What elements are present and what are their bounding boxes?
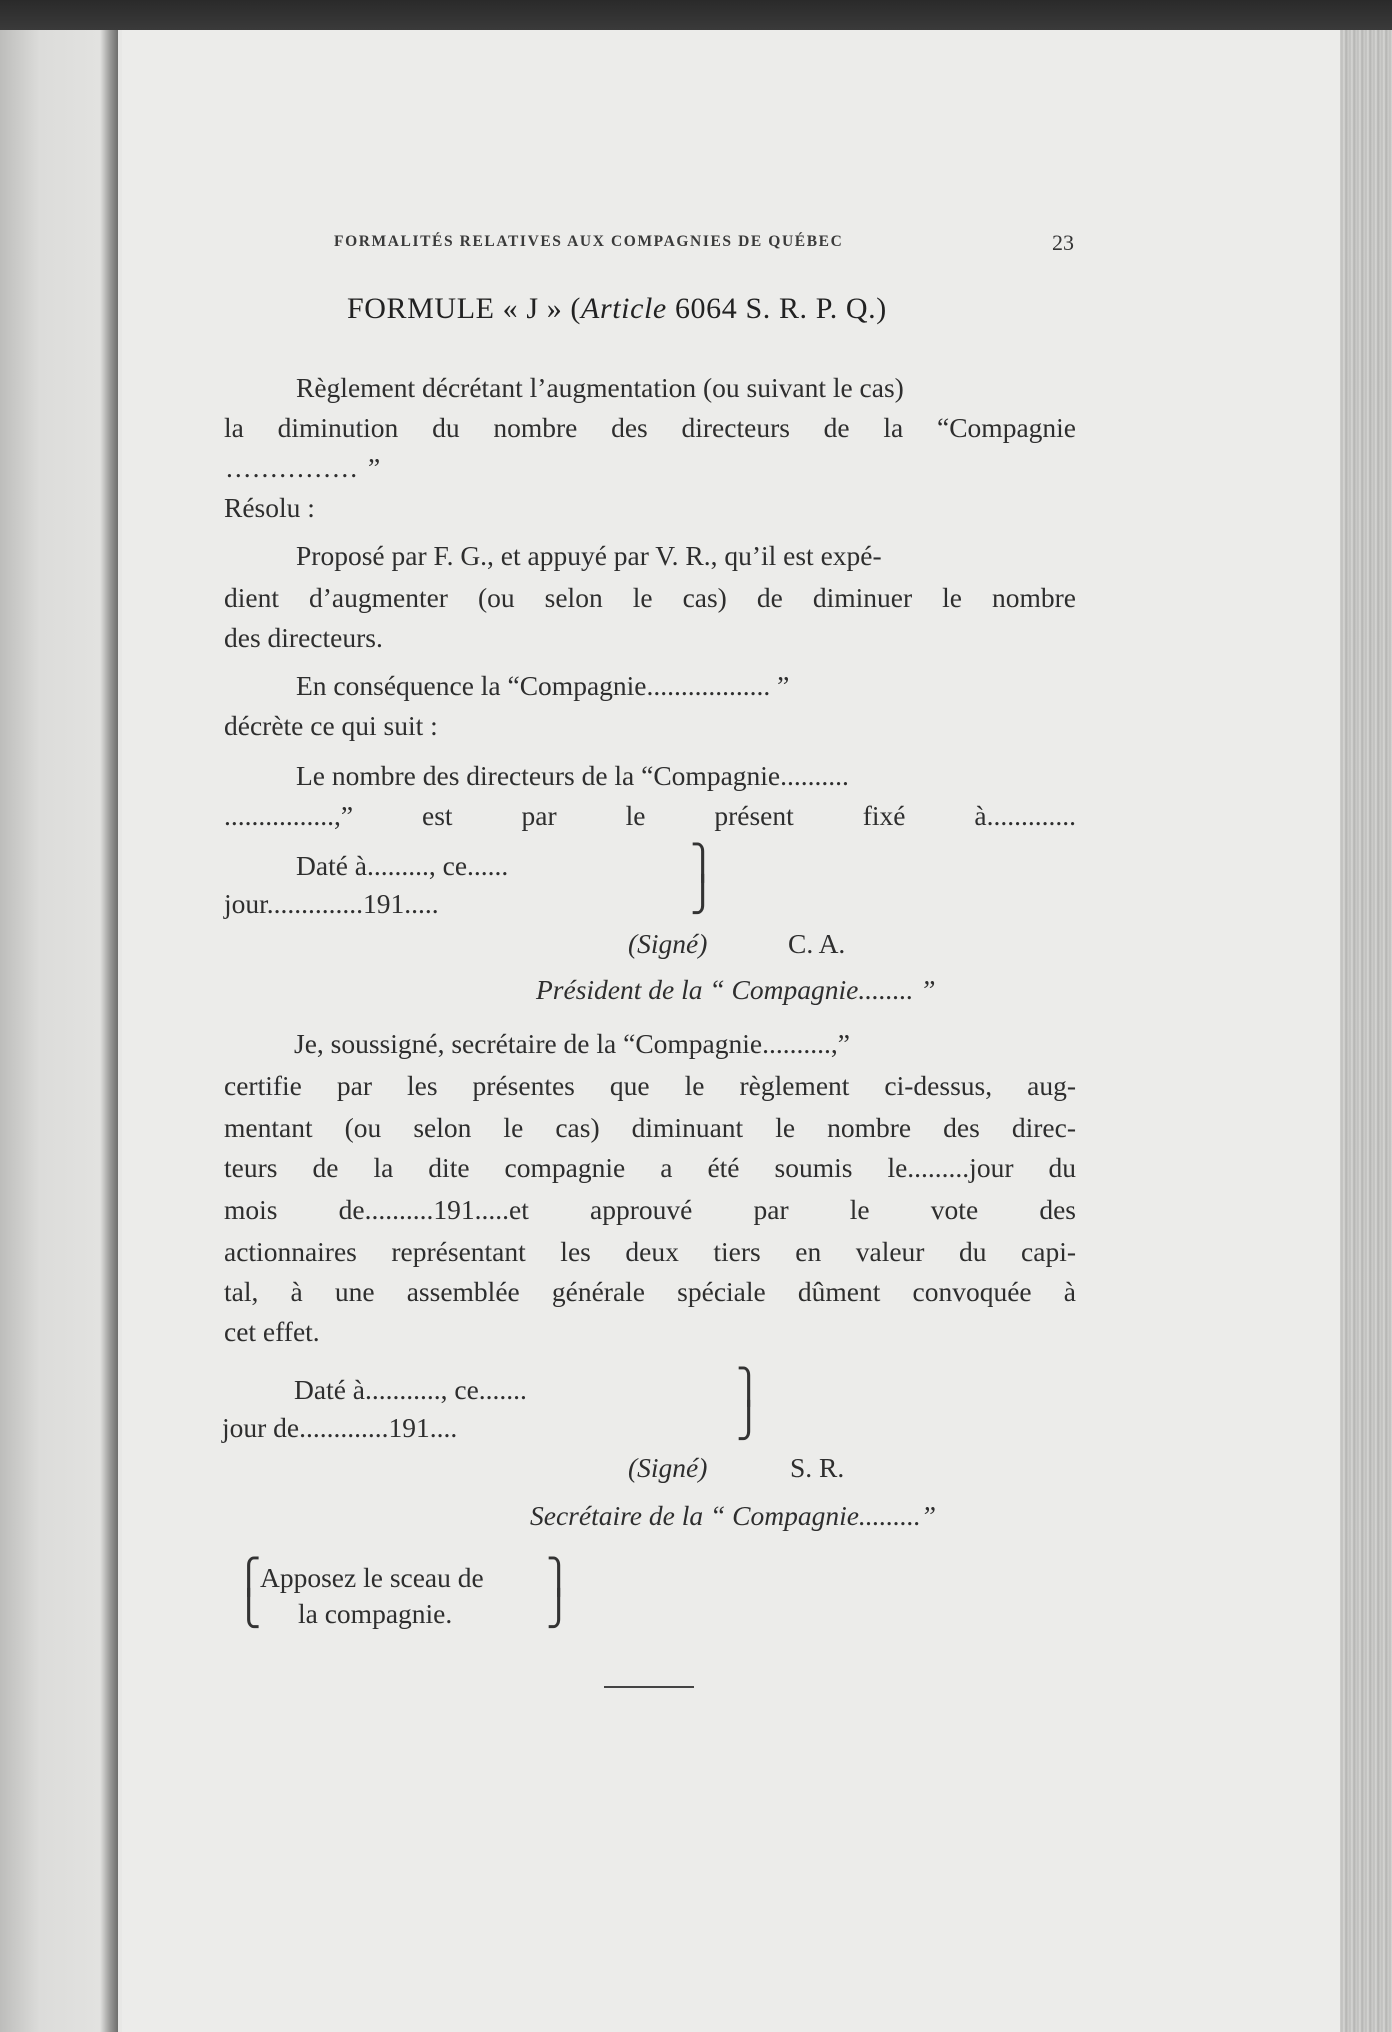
body-line: tal, à une assemblée générale spéciale dûment convoquée à <box>224 1276 1076 1307</box>
body-line: En conséquence la “Compagnie.................. ” <box>296 670 790 701</box>
seal-note-line: la compagnie. <box>298 1598 453 1629</box>
body-line: Daté à..........., ce....... <box>294 1374 527 1405</box>
signed-label: (Signé) <box>628 1452 708 1483</box>
body-line: Proposé par F. G., et appuyé par V. R., qu’il est expé- <box>296 540 882 571</box>
body-line: décrète ce qui suit : <box>224 710 438 741</box>
body-line: mentant (ou selon le cas) diminuant le nombre des direc- <box>224 1112 1076 1143</box>
brace-bottom: ⎭ <box>690 877 716 914</box>
seal-note-line: Apposez le sceau de <box>260 1562 484 1593</box>
end-rule <box>604 1686 694 1688</box>
body-line: certifie par les présentes que le règlement ci-dessus, aug- <box>224 1070 1076 1101</box>
body-line: mois de..........191.....et approuvé par le vote des <box>224 1194 1076 1225</box>
title-prefix: FORMULE « J » ( <box>347 292 582 325</box>
seal-brace-right-bottom: ⎭ <box>546 1591 572 1628</box>
body-line: Règlement décrétant l’augmentation (ou suivant le cas) <box>296 372 904 403</box>
body-line: des directeurs. <box>224 622 383 653</box>
running-head: FORMALITÉS RELATIVES AUX COMPAGNIES DE QUÉBEC <box>334 233 844 250</box>
signatory-title: Président de la “ Compagnie........ ” <box>536 974 936 1005</box>
body-line: jour..............191..... <box>224 888 439 919</box>
body-line: jour de.............191.... <box>222 1412 458 1443</box>
brace-top: ⎫ <box>736 1369 762 1406</box>
body-line: Je, soussigné, secrétaire de la “Compagnie..........,” <box>294 1028 850 1059</box>
seal-brace-left-bottom: ⎩ <box>236 1591 262 1628</box>
body-line: Daté à........., ce...... <box>296 850 509 881</box>
body-line: ............... ” <box>226 452 383 483</box>
signatory-title: Secrétaire de la “ Compagnie.........” <box>530 1500 937 1531</box>
signatory-initials: S. R. <box>790 1452 845 1483</box>
scan-top-border <box>0 0 1392 30</box>
body-line: teurs de la dite compagnie a été soumis le.........jour du <box>224 1152 1076 1183</box>
signed-label: (Signé) <box>628 928 708 959</box>
page-number: 23 <box>1052 230 1074 255</box>
signatory-initials: C. A. <box>788 928 846 959</box>
body-line: actionnaires représentant les deux tiers en valeur du capi- <box>224 1236 1076 1267</box>
body-line: Le nombre des directeurs de la “Compagnie.......... <box>296 760 849 791</box>
seal-brace-left-top: ⎧ <box>236 1559 262 1596</box>
body-line: la diminution du nombre des directeurs de la “Compagnie <box>224 412 1076 443</box>
brace-top: ⎫ <box>690 845 716 882</box>
title-article-word: Article <box>581 292 667 325</box>
page-stack-edge <box>1340 30 1392 2032</box>
title-suffix: 6064 S. R. P. Q.) <box>666 292 887 325</box>
seal-brace-right-top: ⎫ <box>546 1559 572 1596</box>
facing-page-edge <box>0 30 118 2032</box>
body-line: Résolu : <box>224 492 315 523</box>
form-title <box>347 292 887 326</box>
body-line: dient d’augmenter (ou selon le cas) de diminuer le nombre <box>224 582 1076 613</box>
body-line: cet effet. <box>224 1316 320 1347</box>
brace-bottom: ⎭ <box>736 1403 762 1440</box>
body-line: ................,” est par le présent fixé à............. <box>224 800 1076 831</box>
